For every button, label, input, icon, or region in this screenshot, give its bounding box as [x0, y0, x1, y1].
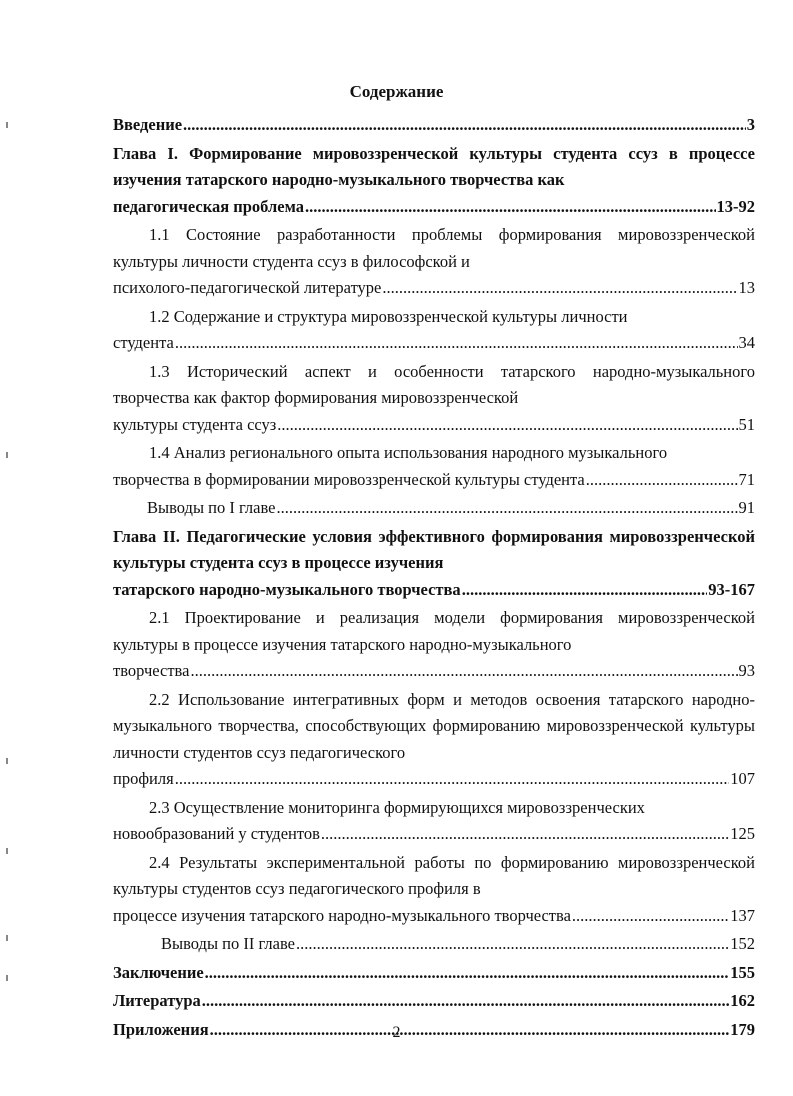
- leader-dots: [321, 821, 729, 848]
- page-number: 2: [392, 1024, 401, 1041]
- toc-page: 51: [738, 414, 755, 434]
- toc-label: профиля: [113, 769, 174, 788]
- toc-entry-conclusion: [113, 960, 755, 987]
- toc-entry-1-4: [113, 440, 755, 493]
- leader-dots: [175, 766, 730, 793]
- toc-entry-2-3: [113, 795, 755, 848]
- leader-dots: [586, 467, 738, 494]
- leader-dots: [202, 988, 729, 1015]
- toc-page: 3: [746, 115, 755, 134]
- leader-dots: [462, 577, 708, 604]
- toc-label: творчества в формировании мировоззренческой культуры студента: [113, 469, 585, 489]
- toc-text: 2.4 Результаты экспериментальной работы по формированию мировоззренческой культуры студентов ссуз педагогического профиля в: [113, 852, 755, 898]
- scan-artifact: [6, 452, 8, 458]
- toc-label: студента: [113, 333, 174, 352]
- toc-label: творчества: [113, 661, 190, 680]
- toc-label: педагогическая проблема: [113, 196, 304, 216]
- toc-label: Выводы по I главе: [147, 498, 276, 517]
- toc-text: 1.3 Исторический аспект и особенности татарского народно-музыкального творчества как фактор формирования мировоззренческой: [113, 361, 755, 407]
- toc-entry-1-3: [113, 359, 755, 439]
- toc-page: 71: [738, 469, 755, 489]
- toc-label: Введение: [113, 115, 183, 134]
- page-title: Содержание: [349, 82, 444, 101]
- toc-entry-conclusions-1: [113, 495, 755, 522]
- toc-label: психолого-педагогической литературе: [113, 278, 382, 297]
- leader-dots: [175, 330, 738, 357]
- toc-entry-literature: [113, 988, 755, 1015]
- toc-label: культуры студента ссуз: [113, 414, 277, 434]
- toc-text: Глава II. Педагогические условия эффективного формирования мировоззренческой культуры студента ссуз в процессе изучения: [113, 526, 755, 572]
- leader-dots: [190, 658, 737, 685]
- toc-label: новообразований у студентов: [113, 824, 320, 843]
- toc-page: 91: [738, 498, 755, 517]
- scan-artifact: [6, 122, 8, 128]
- toc-page: 13: [738, 278, 755, 297]
- toc-entry-1-1: [113, 222, 755, 302]
- leader-dots: [572, 903, 729, 930]
- toc-text: 2.1 Проектирование и реализация модели формирования мировоззренческой культуры в процессе изучения татарского народно-музыкального: [113, 608, 755, 654]
- leader-dots: [276, 495, 737, 522]
- toc-page: 155: [730, 962, 755, 982]
- toc-entry-2-2: [113, 687, 755, 793]
- scan-artifact: [6, 758, 8, 764]
- leader-dots: [183, 112, 746, 139]
- toc-entry-chapter-1: [113, 141, 755, 221]
- toc-label: Заключение: [113, 962, 204, 982]
- toc-text: Глава I. Формирование мировоззренческой культуры студента ссуз в процессе изучения татарского народно-музыкального творчества как: [113, 143, 755, 189]
- toc-text: 1.2 Содержание и структура мировоззренческой культуры личности: [149, 306, 628, 326]
- toc-page: 125: [730, 824, 755, 843]
- toc-label: Приложения: [113, 1019, 209, 1039]
- leader-dots: [305, 194, 716, 221]
- toc-page: 162: [730, 991, 755, 1010]
- toc-label: процессе изучения татарского народно-музыкального творчества: [113, 905, 571, 925]
- toc-page: 34: [738, 333, 755, 352]
- scan-artifact: [6, 848, 8, 854]
- toc-page: 93-167: [708, 579, 755, 599]
- toc-text: 1.1 Состояние разработанности проблемы формирования мировоззренческой культуры личности студента ссуз в философской и: [113, 225, 755, 271]
- leader-dots: [205, 960, 730, 987]
- toc-entry-2-1: [113, 605, 755, 685]
- leader-dots: [277, 412, 737, 439]
- toc-page: 13-92: [716, 196, 755, 216]
- toc-entry-chapter-2: [113, 524, 755, 604]
- toc-label: Литература: [113, 991, 201, 1010]
- toc-text: 2.2 Использование интегративных форм и методов освоения татарского народно-музыкального творчества, способствующих формированию мировоззренческой культуры личности студентов ссуз педагогического: [113, 689, 755, 762]
- scan-artifact: [6, 935, 8, 941]
- toc-entry-1-2: [113, 304, 755, 357]
- leader-dots: [382, 275, 737, 302]
- toc-page: 179: [730, 1019, 755, 1039]
- toc-text: 2.3 Осуществление мониторинга формирующихся мировоззренческих: [149, 797, 645, 817]
- scan-artifact: [6, 975, 8, 981]
- toc-entry-intro: [113, 112, 755, 139]
- toc-page: 93: [738, 661, 755, 680]
- toc-text: 1.4 Анализ регионального опыта использования народного музыкального: [149, 443, 668, 462]
- toc-page: 107: [730, 769, 755, 788]
- toc-page: 152: [730, 934, 755, 953]
- toc-label: Выводы по II главе: [161, 934, 295, 953]
- leader-dots: [296, 931, 729, 958]
- toc-entry-conclusions-2: [113, 931, 755, 958]
- toc-label: татарского народно-музыкального творчества: [113, 579, 461, 599]
- table-of-contents: [113, 112, 755, 1045]
- toc-entry-2-4: [113, 850, 755, 930]
- toc-page: 137: [730, 905, 755, 925]
